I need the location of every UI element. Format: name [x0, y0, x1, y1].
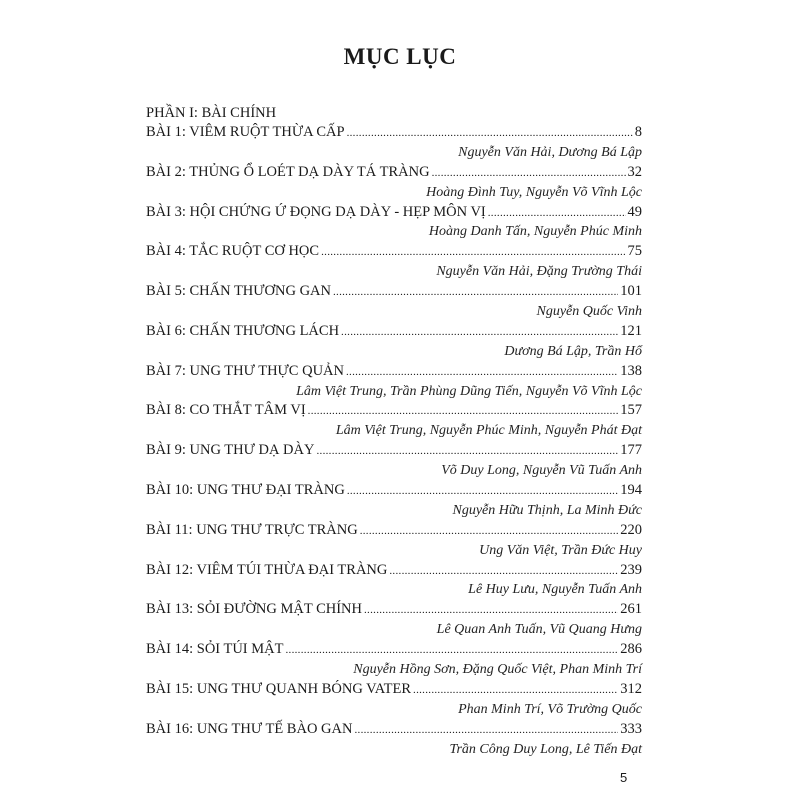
toc-entry-title: BÀI 7: UNG THƯ THỰC QUẢN [146, 362, 344, 379]
toc-entry-title: BÀI 13: SỎI ĐƯỜNG MẬT CHÍNH [146, 601, 362, 618]
toc-entry-authors: Phan Minh Trí, Võ Trường Quốc [458, 701, 642, 717]
toc-entry-authors: Ung Văn Việt, Trần Đức Huy [479, 542, 642, 558]
toc-entry-authors: Nguyễn Văn Hải, Đặng Trường Thái [436, 264, 642, 280]
toc-entry [146, 481, 642, 501]
toc-entry [146, 680, 642, 700]
toc-entry [146, 203, 642, 223]
toc-entry-page: 333 [620, 720, 642, 737]
toc-entry-title: BÀI 10: UNG THƯ ĐẠI TRÀNG [146, 482, 345, 499]
toc-entry-title: BÀI 6: CHẤN THƯƠNG LÁCH [146, 322, 340, 339]
toc-entry-page: 312 [620, 680, 642, 697]
toc-entry-page: 101 [620, 283, 642, 300]
toc-entry [146, 282, 642, 302]
toc-entry-authors: Lâm Việt Trung, Trần Phùng Dũng Tiến, Nguyễn Võ Vĩnh Lộc [296, 383, 642, 399]
toc-entry [146, 441, 642, 461]
toc-entry [146, 401, 642, 421]
dot-leader [321, 243, 625, 263]
dot-leader [389, 562, 618, 582]
dot-leader [347, 124, 633, 144]
toc-entry-page: 220 [620, 521, 642, 538]
dot-leader [333, 283, 618, 303]
dot-leader [308, 402, 619, 422]
page-number: 5 [620, 770, 628, 785]
toc-entry-authors: Nguyễn Văn Hải, Dương Bá Lập [458, 144, 642, 160]
toc-entry-authors: Nguyễn Quốc Vinh [536, 304, 642, 320]
dot-leader [347, 482, 618, 502]
toc-entry-authors: Võ Duy Long, Nguyễn Vũ Tuấn Anh [441, 463, 642, 479]
toc-entry-authors: Lê Huy Lưu, Nguyễn Tuấn Anh [468, 582, 642, 598]
dot-leader [360, 522, 619, 542]
toc-entry-title: BÀI 5: CHẤN THƯƠNG GAN [146, 283, 331, 300]
toc-entry-authors: Lê Quan Anh Tuấn, Vũ Quang Hưng [436, 622, 642, 638]
toc-entry-title: BÀI 8: CO THẮT TÂM VỊ [146, 402, 306, 419]
toc-entry-page: 49 [627, 203, 642, 220]
toc-entry-page: 121 [620, 322, 642, 339]
toc-entry-page: 194 [620, 482, 642, 499]
toc-entry [146, 362, 642, 382]
toc-entry-title: BÀI 1: VIÊM RUỘT THỪA CẤP [146, 124, 345, 140]
toc-entry-page: 138 [620, 362, 642, 379]
toc-entry-title: BÀI 12: VIÊM TÚI THỪA ĐẠI TRÀNG [146, 561, 388, 578]
toc-entry [146, 242, 642, 262]
toc-entry-page: 239 [620, 561, 642, 578]
toc-entry [146, 163, 642, 183]
toc-entry-title: BÀI 9: UNG THƯ DẠ DÀY [146, 442, 315, 459]
toc-entry-authors: Lâm Việt Trung, Nguyễn Phúc Minh, Nguyễn Phát Đạt [335, 423, 642, 439]
toc-entry-authors: Trần Công Duy Long, Lê Tiến Đạt [449, 741, 642, 757]
toc-entry-title: BÀI 11: UNG THƯ TRỰC TRÀNG [146, 521, 358, 538]
dot-leader [413, 681, 618, 701]
toc-entry-page: 8 [634, 124, 642, 140]
part-heading: PHẦN I: BÀI CHÍNH [146, 105, 277, 121]
toc-entries [146, 123, 642, 760]
toc-entry-authors: Nguyễn Hồng Sơn, Đặng Quốc Việt, Phan Minh Trí [353, 662, 642, 678]
toc-entry-authors: Nguyễn Hữu Thịnh, La Minh Đức [452, 502, 642, 518]
toc-entry-title: BÀI 15: UNG THƯ QUANH BÓNG VATER [146, 680, 412, 697]
toc-entry-page: 177 [620, 442, 642, 459]
dot-leader [432, 164, 626, 184]
toc-entry [146, 600, 642, 620]
toc-entry-page: 75 [627, 243, 642, 260]
dot-leader [364, 601, 618, 621]
toc-entry [146, 521, 642, 541]
toc-entry-title: BÀI 14: SỎI TÚI MẬT [146, 641, 284, 658]
toc-entry [146, 561, 642, 581]
toc-entry [146, 322, 642, 342]
toc-entry-title: BÀI 4: TẮC RUỘT CƠ HỌC [146, 243, 320, 260]
toc-entry-title: BÀI 16: UNG THƯ TẾ BÀO GAN [146, 720, 353, 737]
dot-leader [346, 363, 618, 383]
dot-leader [354, 721, 618, 741]
page-title: MỤC LỤC [343, 44, 457, 69]
dot-leader [316, 442, 618, 462]
dot-leader [285, 641, 618, 661]
toc-entry [146, 123, 642, 143]
dot-leader [488, 204, 626, 224]
toc-entry-authors: Hoàng Danh Tấn, Nguyễn Phúc Minh [428, 224, 642, 240]
toc-entry [146, 640, 642, 660]
toc-entry-title: BÀI 2: THỦNG Ổ LOÉT DẠ DÀY TÁ TRÀNG [146, 163, 430, 180]
toc-entry-page: 32 [627, 163, 642, 180]
dot-leader [341, 323, 618, 343]
table-of-contents [146, 104, 642, 760]
toc-entry-authors: Hoàng Đình Tuy, Nguyễn Võ Vĩnh Lộc [426, 184, 642, 200]
toc-entry-page: 157 [620, 402, 642, 419]
toc-entry-page: 261 [620, 601, 642, 618]
toc-entry [146, 720, 642, 740]
toc-entry-page: 286 [620, 641, 642, 658]
toc-entry-title: BÀI 3: HỘI CHỨNG Ứ ĐỌNG DẠ DÀY - HẸP MÔN VỊ [146, 203, 486, 220]
toc-entry-authors: Dương Bá Lập, Trần Hổ [504, 343, 642, 359]
